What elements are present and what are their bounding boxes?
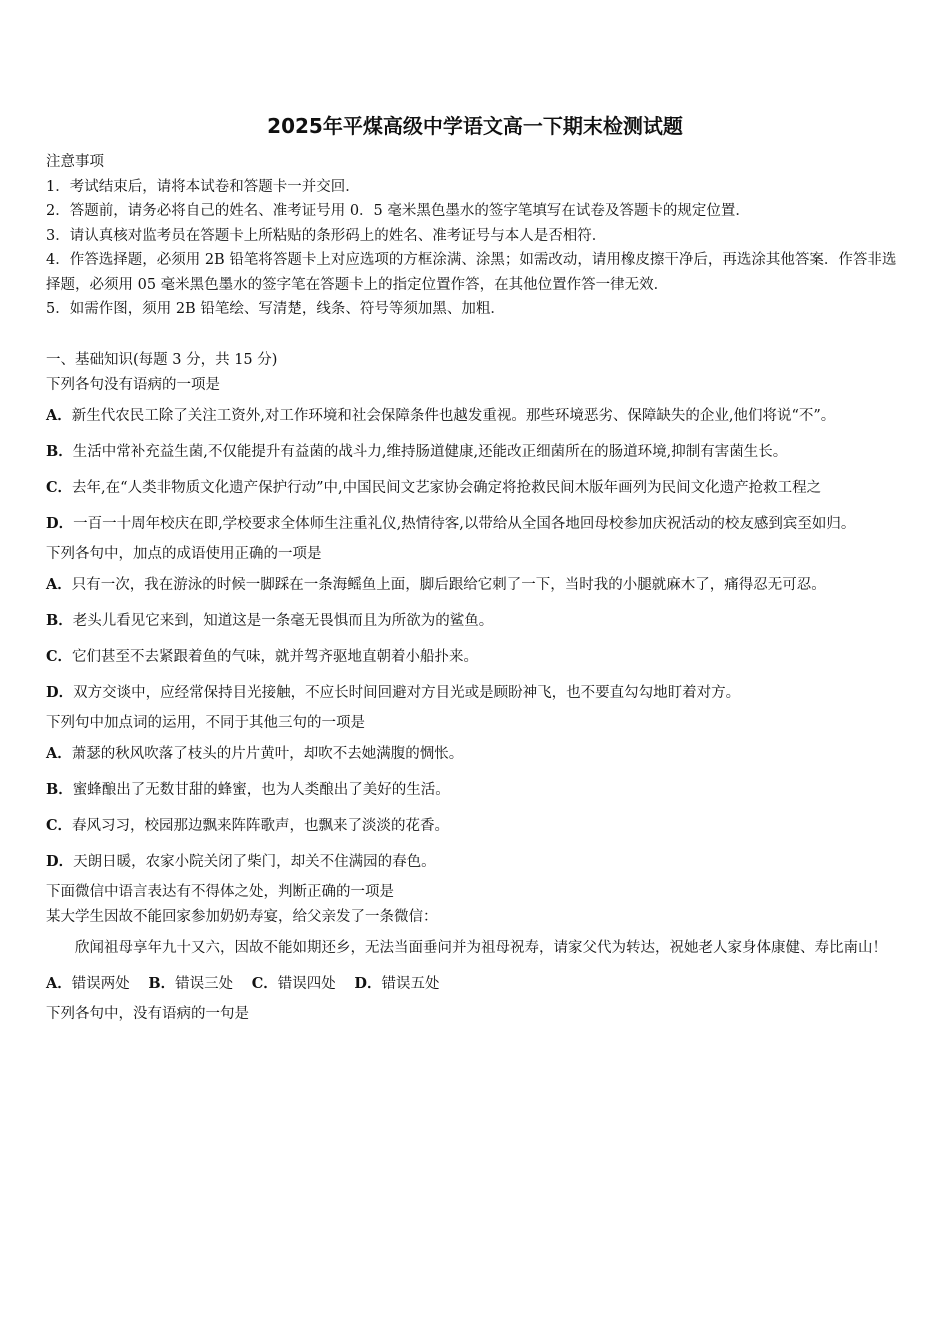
option-text: 萧瑟的秋风吹落了枝头的片片黄叶，却吹不去她满腹的惆怅。 [71, 746, 464, 762]
question-1-stem: 下列各句没有语病的一项是 [46, 377, 220, 393]
question-5-stem: 下列各句中，没有语病的一句是 [46, 1006, 249, 1022]
question-2-option-d [46, 675, 908, 711]
option-label: B． [46, 781, 73, 798]
question-2-option-b [46, 603, 908, 639]
question-4-context: 某大学生因故不能回家参加奶奶寿宴，给父亲发了一条微信： [46, 909, 438, 925]
option-label: C． [46, 479, 73, 496]
option-label: A． [46, 407, 72, 424]
question-4-options [46, 966, 908, 1002]
notice-block [46, 150, 906, 322]
question-4-option-d [354, 976, 439, 992]
question-4-option-b [148, 976, 233, 992]
option-text: 春风习习，校园那边飘来阵阵歌声，也飘来了淡淡的花香。 [72, 818, 450, 834]
option-text: 它们甚至不去紧跟着鱼的气味，就并驾齐驱地直朝着小船扑来。 [72, 649, 479, 665]
option-label: A． [46, 576, 72, 593]
option-label: D． [46, 853, 74, 870]
option-label: C． [46, 817, 73, 834]
question-3-stem: 下列句中加点词的运用，不同于其他三句的一项是 [46, 715, 365, 731]
question-4-message: 欣闻祖母享年九十又六，因故不能如期还乡，无法当面垂问并为祖母祝寿，请家父代为转达，祝她老人家身体康健、寿比南山！ [75, 940, 887, 956]
option-label: D． [46, 515, 74, 532]
option-label: B． [148, 975, 176, 992]
question-2-option-c [46, 639, 908, 675]
option-text: 错误两处 [71, 976, 130, 992]
question-3-option-d [46, 844, 908, 880]
option-label: C． [46, 648, 73, 665]
option-text: 一百一十周年校庆在即,学校要求全体师生注重礼仪,热情待客,以带给从全国各地回母校参加庆祝活动的校友感到宾至如归。 [73, 516, 856, 532]
question-4-option-a [46, 976, 130, 992]
option-text: 错误五处 [381, 976, 440, 992]
option-label: A． [46, 745, 72, 762]
option-label: D． [46, 684, 74, 701]
notice-item: 5．如需作图，须用 2B 铅笔绘、写清楚，线条、符号等须加黑、加粗． [46, 301, 505, 317]
option-text: 老头儿看见它来到，知道这是一条毫无畏惧而且为所欲为的鲨鱼。 [72, 613, 494, 629]
notice-item: 4．作答选择题，必须用 2B 铅笔将答题卡上对应选项的方框涂满、涂黑；如需改动，请用橡皮擦干净后，再选涂其他答案．作答非选择题，必须用 05 毫米黑色墨水的签字笔在答题卡上的指定位置作答，在其他位置作答一律无效． [46, 252, 897, 293]
notice-item: 3．请认真核对监考员在答题卡上所粘贴的条形码上的姓名、准考证号与本人是否相符． [46, 227, 607, 244]
question-3-option-a [46, 736, 908, 772]
option-label: A． [46, 975, 72, 992]
question-1-option-d [46, 506, 908, 542]
option-label: B． [46, 612, 73, 629]
question-3-option-c [46, 808, 908, 844]
question-1-option-a [46, 398, 908, 434]
question-4-option-c [252, 976, 336, 992]
option-text: 只有一次，我在游泳的时候一脚踩在一条海鳐鱼上面，脚后跟给它刺了一下，当时我的小腿就麻木了，痛得忍无可忍。 [71, 577, 826, 593]
option-text: 生活中常补充益生菌,不仅能提升有益菌的战斗力,维持肠道健康,还能改正细菌所在的肠道环境,抑制有害菌生长。 [72, 444, 788, 460]
question-2-stem: 下列各句中，加点的成语使用正确的一项是 [46, 546, 322, 562]
option-text: 新生代农民工除了关注工资外,对工作环境和社会保障条件也越发重视。那些环境恶劣、保障缺失的企业,他们将说“不”。 [71, 408, 836, 424]
notice-item: 1．考试结束后，请将本试卷和答题卡一并交回． [46, 178, 360, 195]
page-title: 2025年平煤高级中学语文高一下期末检测试题 [267, 114, 683, 138]
question-2-option-a [46, 567, 908, 603]
section-heading: 一、基础知识(每题 3 分，共 15 分) [46, 352, 278, 368]
option-text: 蜜蜂酿出了无数甘甜的蜂蜜，也为人类酿出了美好的生活。 [72, 782, 450, 798]
option-text: 双方交谈中，应经常保持目光接触，不应长时间回避对方目光或是顾盼神飞，也不要直勾勾地盯着对方。 [73, 685, 741, 701]
notice-heading: 注意事项 [46, 154, 104, 170]
option-text: 天朗日暖，农家小院关闭了柴门，却关不住满园的春色。 [73, 854, 436, 870]
question-4-stem: 下面微信中语言表达有不得体之处，判断正确的一项是 [46, 884, 394, 900]
question-1-option-b [46, 434, 908, 470]
notice-item: 2．答题前，请务必将自己的姓名、准考证号用 0．5 毫米黑色墨水的签字笔填写在试卷及答题卡的规定位置． [46, 203, 750, 219]
question-3-option-b [46, 772, 908, 808]
option-text: 去年,在“人类非物质文化遗产保护行动”中,中国民间文艺家协会确定将抢救民间木版年画列为民间文化遗产抢救工程之 [72, 480, 822, 496]
option-label: C． [251, 975, 278, 992]
option-label: B． [46, 443, 73, 460]
section-basic-knowledge [46, 348, 908, 1027]
option-label: D． [354, 975, 382, 992]
option-text: 错误四处 [277, 976, 336, 992]
option-text: 错误三处 [175, 976, 234, 992]
question-1-option-c [46, 470, 908, 506]
